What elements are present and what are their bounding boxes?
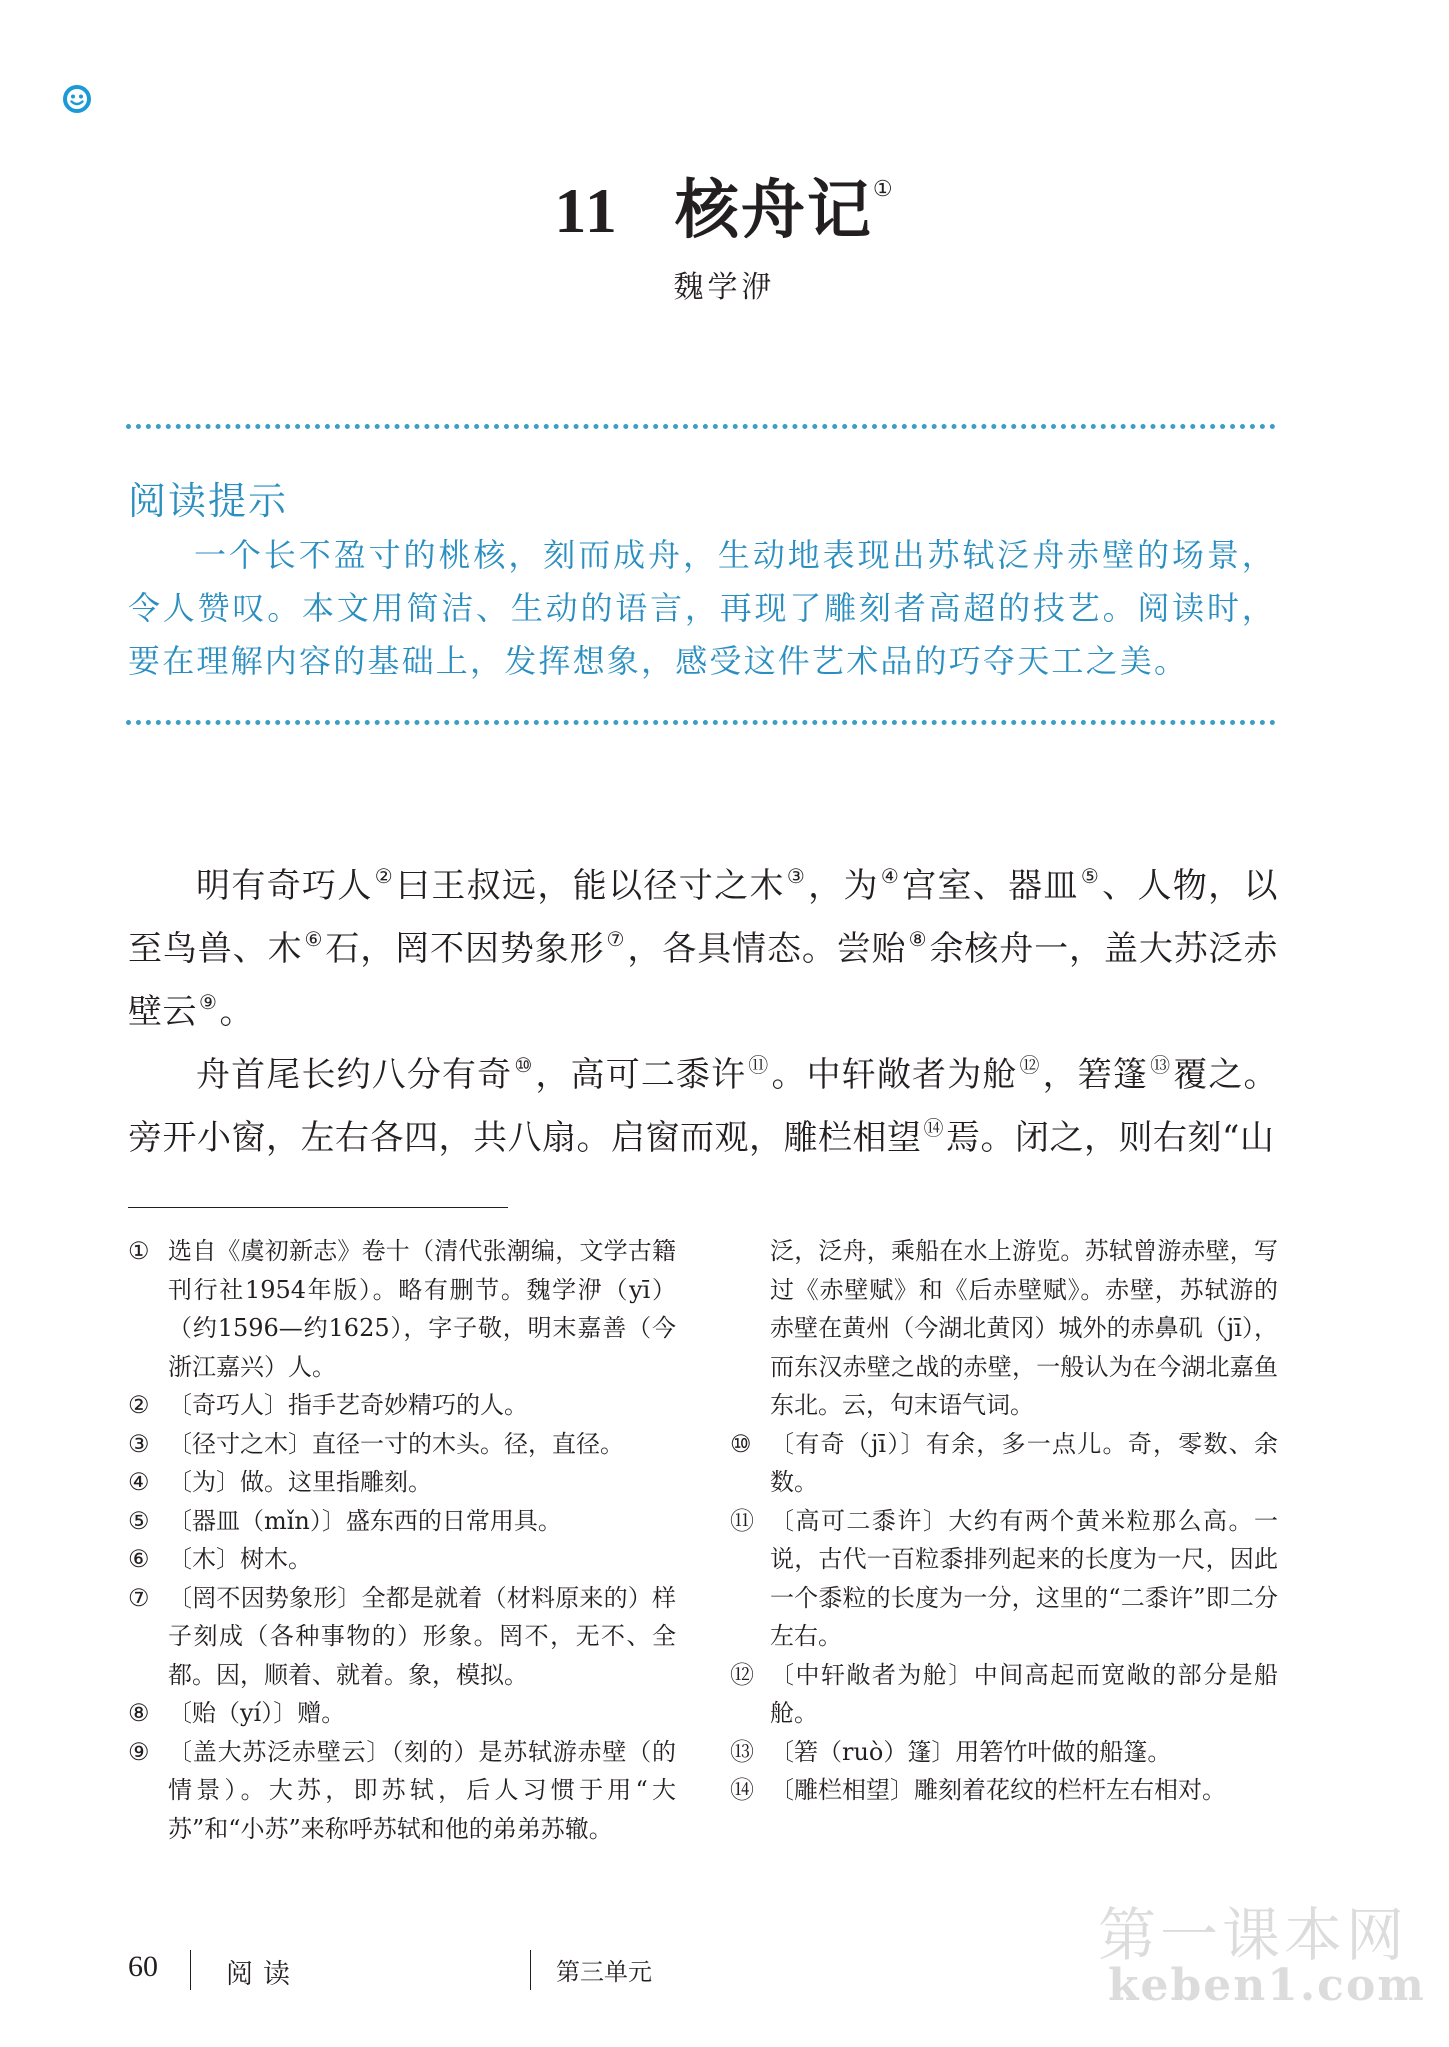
paragraph-2 bbox=[128, 1039, 1278, 1165]
footnote-mark: ⑥ bbox=[128, 1545, 150, 1573]
text-span: ，各具情态。尝贻 bbox=[627, 929, 907, 969]
reading-hint-body: 一个长不盈寸的桃核，刻而成舟，生动地表现出苏轼泛舟赤壁的场景，令人赞叹。本文用简洁、生动的语言，再现了雕刻者高超的技艺。阅读时，要在理解内容的基础上，发挥想象，感受这件艺术品的巧夺天工之美。 bbox=[128, 536, 1276, 680]
footer-section: 阅读 bbox=[226, 1959, 300, 1990]
footnote-item bbox=[730, 1425, 1278, 1502]
footnote-ref: ⑭ bbox=[923, 1116, 944, 1140]
footnote-ref: ⑬ bbox=[1150, 1053, 1172, 1077]
footnote-mark: ⑫ bbox=[730, 1660, 754, 1689]
footnotes-right-column bbox=[730, 1232, 1278, 1810]
footnote-text: 〔罔不因势象形〕全都是就着（材料原来的）样子刻成（各种事物的）形象。罔不，无不、全都。因，顺着、就着。象，模拟。 bbox=[168, 1583, 676, 1689]
footnote-ref: ⑤ bbox=[1080, 864, 1101, 888]
footnote-ref: ③ bbox=[786, 864, 807, 888]
footnote-ref: ④ bbox=[880, 864, 901, 888]
hint-divider-top bbox=[126, 424, 1276, 429]
lesson-title bbox=[0, 150, 1449, 251]
footnote-mark: ① bbox=[128, 1237, 150, 1265]
footnote-item bbox=[128, 1502, 676, 1541]
footnote-text: 〔为〕做。这里指雕刻。 bbox=[168, 1468, 432, 1496]
footnote-mark: ⑦ bbox=[128, 1583, 150, 1612]
reading-hint-heading: 阅读提示 bbox=[128, 479, 289, 523]
lesson-number: 11 bbox=[554, 175, 619, 246]
text-span: 余核舟一，盖大苏泛赤壁云 bbox=[128, 929, 1279, 1032]
text-span: 焉。闭之，则右刻“山 bbox=[946, 1118, 1275, 1158]
footnote-text: 〔箬（ruò）篷〕用箬竹叶做的船篷。 bbox=[770, 1737, 1172, 1766]
footnote-text: 〔径寸之木〕直径一寸的木头。径，直径。 bbox=[168, 1429, 624, 1458]
footnote-item bbox=[128, 1694, 676, 1733]
footnote-mark: ⑤ bbox=[128, 1506, 150, 1535]
footnote-continuation: 泛，泛舟，乘船在水上游览。苏轼曾游赤壁，写过《赤壁赋》和《后赤壁赋》。赤壁，苏轼游的赤壁在黄州（今湖北黄冈）城外的赤鼻矶（jī），而东汉赤壁之战的赤壁，一般认为在今湖北嘉鱼东北。云，句末语气词。 bbox=[770, 1237, 1278, 1419]
footnote-text: 〔中轩敞者为舱〕中间高起而宽敞的部分是船舱。 bbox=[770, 1660, 1278, 1727]
footnote-ref: ⑫ bbox=[1019, 1053, 1041, 1077]
footnote-ref: ⑨ bbox=[199, 990, 218, 1014]
footnote-text: 〔雕栏相望〕雕刻着花纹的栏杆左右相对。 bbox=[770, 1776, 1226, 1804]
footnote-item bbox=[128, 1733, 676, 1849]
footnote-item bbox=[128, 1579, 676, 1695]
author: 魏学洢 bbox=[673, 270, 776, 305]
watermark-title: 第一课本网 bbox=[1098, 1901, 1409, 1969]
text-span: 。中轩敞者为舱 bbox=[771, 1055, 1018, 1095]
footnote-ref: ⑪ bbox=[748, 1053, 770, 1077]
footnote-mark: ③ bbox=[128, 1429, 150, 1458]
footnote-mark: ⑨ bbox=[128, 1737, 150, 1766]
text-span: ，高可二黍许 bbox=[535, 1055, 747, 1095]
footnote-text: 选自《虞初新志》卷十（清代张潮编，文学古籍刊行社1954年版）。略有删节。魏学洢（yī）（约1596—约1625），字子敬，明末嘉善（今浙江嘉兴）人。 bbox=[168, 1237, 676, 1381]
footnote-item bbox=[128, 1463, 676, 1502]
footnote-item bbox=[730, 1502, 1278, 1656]
footnote-mark: ⑧ bbox=[128, 1699, 150, 1727]
watermark-url: keben1.com bbox=[1108, 1960, 1426, 2011]
footer-divider bbox=[530, 1950, 531, 1990]
footnote-mark: ⑩ bbox=[730, 1429, 752, 1458]
lesson-title-text: 核舟记 bbox=[674, 173, 873, 248]
footnote-ref: ⑧ bbox=[908, 927, 928, 951]
footnote-text: 〔高可二黍许〕大约有两个黄米粒那么高。一说，古代一百粒黍排列起来的长度为一尺，因此一个黍粒的长度为一分，这里的“二黍许”即二分左右。 bbox=[770, 1506, 1278, 1650]
main-text bbox=[128, 850, 1278, 1165]
footnote-text: 〔盖大苏泛赤壁云〕（刻的）是苏轼游赤壁（的情景）。大苏，即苏轼，后人习惯于用“大苏”和“小苏”来称呼苏轼和他的弟弟苏辙。 bbox=[168, 1737, 676, 1843]
text-span: ，为 bbox=[808, 866, 879, 906]
footer-divider bbox=[190, 1950, 191, 1990]
paragraph-1 bbox=[128, 850, 1278, 1039]
footnote-rule bbox=[128, 1207, 508, 1208]
footnote-text: 〔奇巧人〕指手艺奇妙精巧的人。 bbox=[168, 1391, 528, 1419]
footnote-item bbox=[730, 1771, 1278, 1810]
hint-divider-bottom bbox=[126, 720, 1276, 725]
footnote-item bbox=[730, 1733, 1278, 1772]
footnote-text: 〔器皿（mǐn）〕盛东西的日常用具。 bbox=[168, 1506, 562, 1535]
footnote-mark: ⑭ bbox=[730, 1776, 754, 1804]
text-span: 、人物，以至鸟兽、木 bbox=[128, 866, 1279, 969]
footnote-ref: ⑥ bbox=[304, 927, 324, 951]
footnote-text: 〔有奇（jī）〕有余，多一点儿。奇，零数、余数。 bbox=[770, 1429, 1278, 1496]
footnote-ref: ⑩ bbox=[514, 1053, 534, 1077]
footnote-item bbox=[730, 1656, 1278, 1733]
footnote-item bbox=[128, 1232, 676, 1386]
footnote-ref: ② bbox=[374, 864, 395, 888]
footnote-text: 〔木〕树木。 bbox=[168, 1545, 312, 1573]
text-span: 石，罔不因势象形 bbox=[325, 929, 605, 969]
text-span: ，箬篷 bbox=[1042, 1055, 1149, 1095]
footnote-text: 〔贻（yí）〕赠。 bbox=[168, 1699, 346, 1727]
text-span: 。 bbox=[219, 992, 254, 1032]
footnote-mark: ⑬ bbox=[730, 1737, 754, 1766]
footnote-item bbox=[128, 1386, 676, 1425]
page-number: 60 bbox=[128, 1950, 158, 1983]
text-span: 明有奇巧人 bbox=[196, 866, 373, 906]
footnote-mark: ④ bbox=[128, 1468, 150, 1496]
footnote-item bbox=[128, 1540, 676, 1579]
footnote-item bbox=[128, 1425, 676, 1464]
text-span: 舟首尾长约八分有奇 bbox=[196, 1055, 513, 1095]
footnote-ref: ⑦ bbox=[606, 927, 626, 951]
title-footnote-ref: ① bbox=[872, 177, 895, 202]
footer-unit: 第三单元 bbox=[556, 1958, 652, 1986]
text-span: 宫室、器皿 bbox=[902, 866, 1079, 906]
footnote-mark: ② bbox=[128, 1391, 150, 1419]
reading-hint bbox=[128, 470, 1276, 688]
smiley-icon bbox=[62, 84, 92, 114]
text-span: 覆之。旁开小窗，左右各四，共八扇。启窗而观，雕栏相望 bbox=[128, 1055, 1279, 1158]
footnotes-left-column bbox=[128, 1232, 676, 1848]
text-span: 曰王叔远，能以径寸之木 bbox=[396, 866, 785, 906]
footnote-mark: ⑪ bbox=[730, 1506, 754, 1535]
